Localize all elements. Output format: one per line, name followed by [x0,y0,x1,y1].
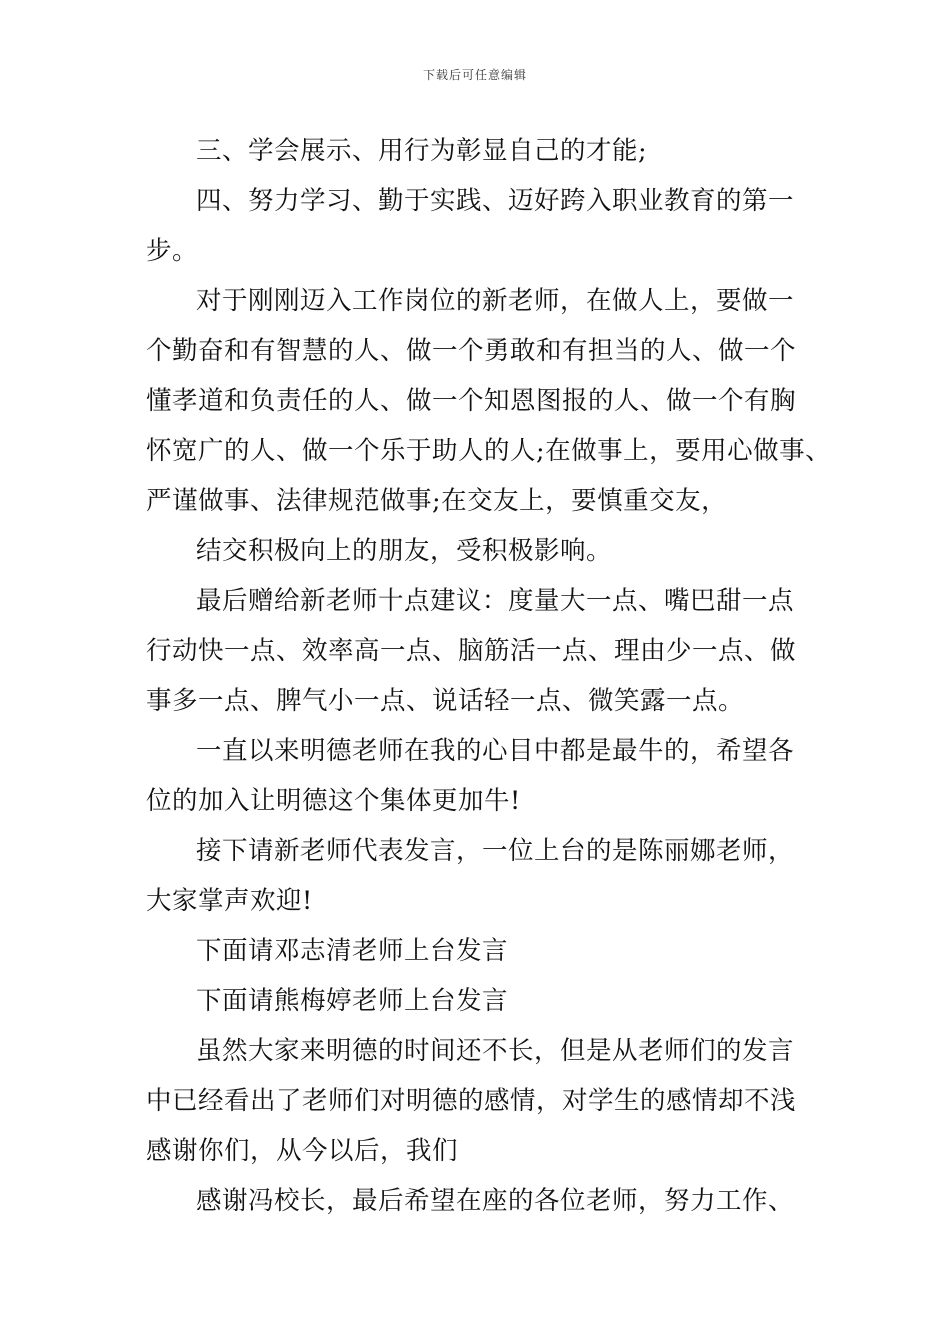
paragraph-line: 严谨做事、法律规范做事;在交友上，要慎重交友， [146,486,728,516]
paragraph-line: 位的加入让明德这个集体更加牛! [146,786,521,816]
paragraph-line: 下面请邓志清老师上台发言 [196,936,509,966]
paragraph-line: 对于刚刚迈入工作岗位的新老师，在做人上，要做一 [196,286,795,316]
paragraph-line: 下面请熊梅婷老师上台发言 [196,986,509,1016]
paragraph-line: 懂孝道和负责任的人、做一个知恩图报的人、做一个有胸 [146,386,797,416]
paragraph-line: 事多一点、脾气小一点、说话轻一点、微笑露一点。 [146,686,745,716]
document-body [146,126,832,1226]
paragraph-line: 三、学会展示、用行为彰显自己的才能; [196,136,648,166]
paragraph-line: 怀宽广的人、做一个乐于助人的人;在做事上，要用心做事、 [146,436,832,466]
paragraph-line: 行动快一点、效率高一点、脑筋活一点、理由少一点、做 [146,636,797,666]
paragraph-line: 感谢冯校长，最后希望在座的各位老师，努力工作、 [196,1186,795,1216]
paragraph-line: 最后赠给新老师十点建议：度量大一点、嘴巴甜一点 [196,586,795,616]
header-note: 下载后可任意编辑 [422,68,527,82]
paragraph-line: 个勤奋和有智慧的人、做一个勇敢和有担当的人、做一个 [146,336,797,366]
paragraph-line: 感谢你们，从今以后，我们 [146,1136,459,1166]
paragraph-line: 大家掌声欢迎! [146,886,313,916]
paragraph-line: 四、努力学习、勤于实践、迈好跨入职业教育的第一 [196,186,795,216]
paragraph-line: 接下请新老师代表发言，一位上台的是陈丽娜老师， [196,836,795,866]
paragraph-line: 步。 [146,236,199,266]
paragraph-line: 一直以来明德老师在我的心目中都是最牛的，希望各 [196,736,795,766]
paragraph-line: 虽然大家来明德的时间还不长，但是从老师们的发言 [196,1036,795,1066]
paragraph-line: 中已经看出了老师们对明德的感情，对学生的感情却不浅 [146,1086,797,1116]
paragraph-line: 结交积极向上的朋友，受积极影响。 [196,536,613,566]
